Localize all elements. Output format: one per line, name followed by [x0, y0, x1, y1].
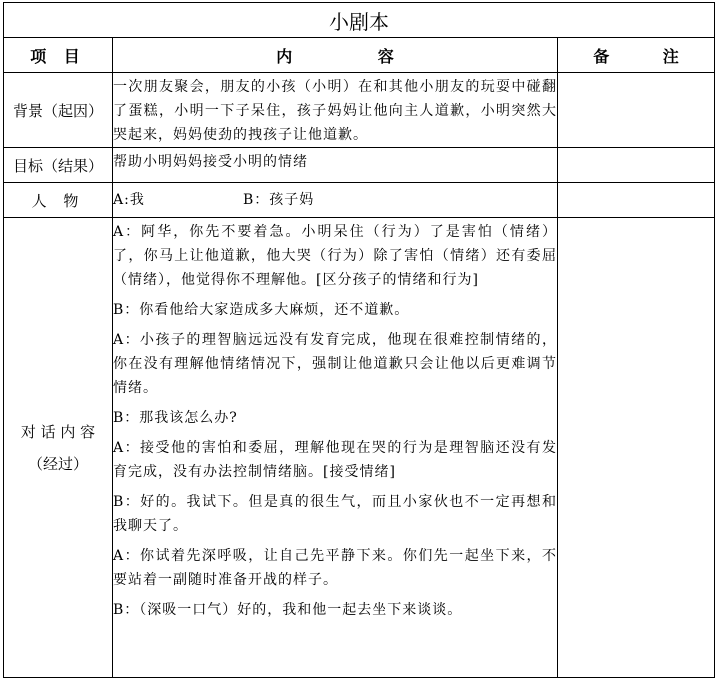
dialogue-line: B：（深吸一口气）好的，我和他一起去坐下来谈谈。 — [113, 602, 463, 618]
persons-content — [113, 183, 558, 218]
person-a: A:我 — [113, 192, 145, 208]
header-notes: 备 注 — [558, 38, 715, 73]
dialogue-line: A：接受他的害怕和委屈，理解他现在哭的行为是理智脑还没有发育完成，没有办法控制情绪脑。[接受情绪] — [113, 440, 557, 480]
background-notes — [558, 73, 715, 148]
background-content: 一次朋友聚会，朋友的小孩（小明）在和其他小朋友的玩耍中碰翻了蛋糕，小明一下子呆住，孩子妈妈让他向主人道歉，小明突然大哭起来，妈妈使劲的拽孩子让他道歉。 — [113, 73, 558, 148]
table-title: 小剧本 — [4, 3, 715, 38]
goal-notes — [558, 148, 715, 183]
persons-notes — [558, 183, 715, 218]
row-goal — [4, 148, 715, 183]
dialogue-label-line2: （经过） — [27, 454, 88, 473]
title-row — [4, 3, 715, 38]
header-content: 内 容 — [113, 38, 558, 73]
header-row — [4, 38, 715, 73]
goal-content: 帮助小明妈妈接受小明的情绪 — [113, 148, 558, 183]
dialogue-content — [113, 218, 558, 678]
person-b: B：孩子妈 — [243, 192, 315, 208]
row-persons — [4, 183, 715, 218]
script-table — [3, 2, 715, 678]
dialogue-notes — [558, 218, 715, 678]
dialogue-line: A：你试着先深呼吸，让自己先平静下来。你们先一起坐下来，不要站着一副随时准备开战的样子。 — [113, 548, 557, 588]
dialogue-label-line1: 对 话 内 容 — [20, 422, 96, 441]
background-label: 背景（起因） — [4, 73, 113, 148]
row-dialogue — [4, 218, 715, 678]
dialogue-line: B：那我该怎么办? — [113, 410, 238, 426]
dialogue-line: B：好的。我试下。但是真的很生气，而且小家伙也不一定再想和我聊天了。 — [113, 494, 557, 534]
dialogue-label — [4, 218, 113, 678]
header-item: 项 目 — [4, 38, 113, 73]
goal-label: 目标（结果） — [4, 148, 113, 183]
dialogue-line: A：小孩子的理智脑远远没有发育完成，他现在很难控制情绪的，你在没有理解他情绪情况下，强制让他道歉只会让他以后更难调节情绪。 — [113, 332, 557, 396]
persons-label: 人 物 — [4, 183, 113, 218]
dialogue-line: A：阿华，你先不要着急。小明呆住（行为）了是害怕（情绪）了，你马上让他道歉，他大哭（行为）除了害怕（情绪）还有委屈（情绪），他觉得你不理解他。[区分孩子的情绪和行为] — [113, 224, 557, 288]
row-background — [4, 73, 715, 148]
dialogue-line: B：你看他给大家造成多大麻烦，还不道歉。 — [113, 302, 410, 318]
